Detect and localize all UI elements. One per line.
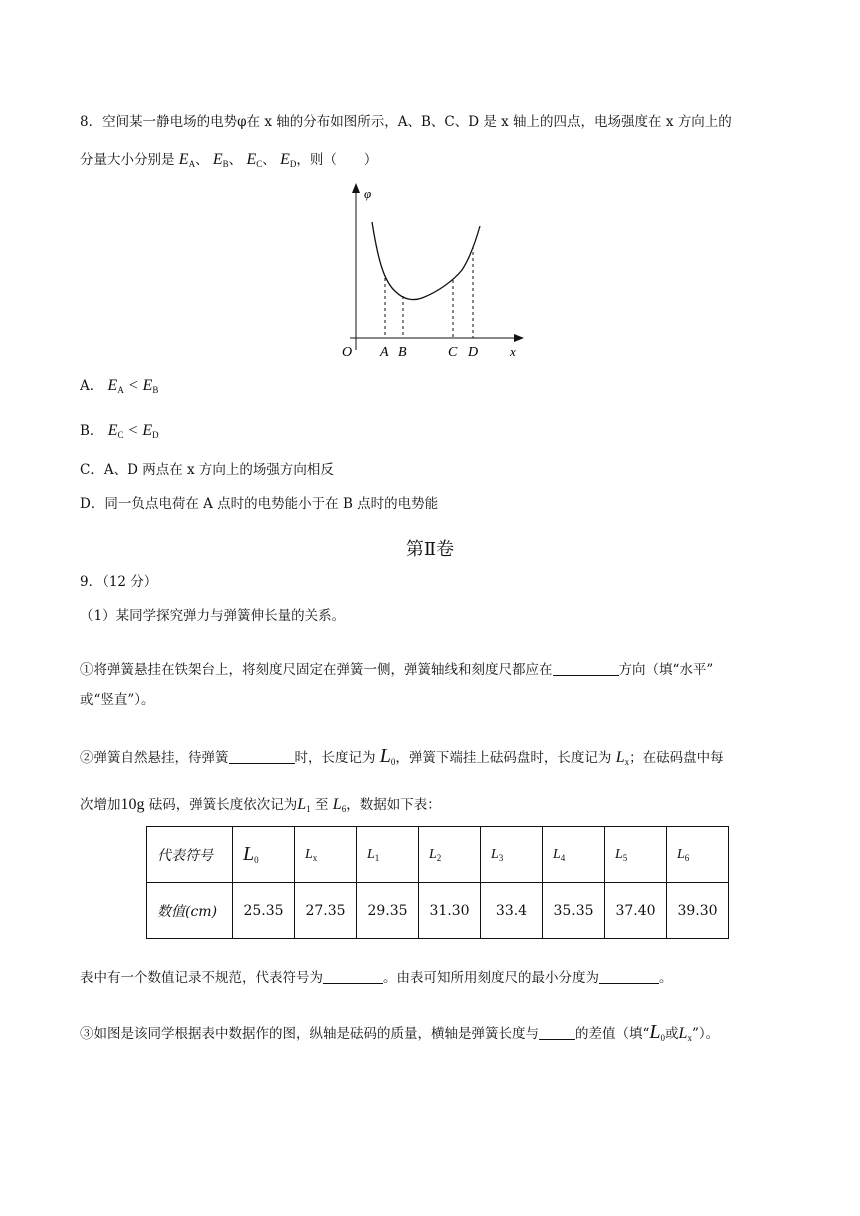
q8-stem-line1	[80, 112, 732, 132]
s5-text-b: 的差值（填“	[575, 1026, 650, 1042]
answer-blank[interactable]	[553, 661, 619, 676]
table-cell: 27.35	[295, 883, 357, 939]
symbol-l0: $L_0$	[649, 1021, 666, 1043]
table-cell: $L_2$	[419, 827, 481, 883]
point-c-label: C	[448, 345, 458, 360]
q9-step1-line2: 或“竖直”）。	[80, 692, 155, 708]
s1-text-b: 方向（填“水平”	[618, 662, 714, 678]
table-row-values	[147, 883, 729, 939]
s3-text-d: 至	[310, 797, 333, 813]
q9-step3	[80, 1022, 719, 1048]
table-cell: $L_0$	[233, 827, 295, 883]
s4-text-a: 表中有一个数值记录不规范，代表符号为	[80, 970, 323, 986]
table-cell: $L_4$	[543, 827, 605, 883]
symbol-l1: $L_1$	[297, 796, 311, 814]
option-a-math: $E_A < E_B$	[107, 377, 159, 395]
sep: 、	[262, 152, 276, 168]
table-cell: 25.35	[233, 883, 295, 939]
table-cell: 29.35	[357, 883, 419, 939]
field-ec: $E_C$	[246, 151, 263, 169]
table-cell: $L_6$	[667, 827, 729, 883]
answer-blank[interactable]	[229, 749, 295, 764]
x-axis-label: x	[510, 344, 516, 359]
q9-part1: （1）某同学探究弹力与弹簧伸长量的关系。	[80, 608, 346, 624]
option-b-prefix: B．	[80, 423, 104, 439]
s2-text-a: ②弹簧自然悬挂，待弹簧	[80, 750, 229, 766]
section-title: 第Ⅱ卷	[405, 539, 455, 560]
x-axis-arrow-icon	[514, 334, 524, 342]
q8-stem-text: 8．空间某一静电场的电势φ在 x 轴的分布如图所示，A、B、C、D 是 x 轴上的四点，电场强度在 x 方向上的	[80, 114, 732, 130]
point-a-label: A	[380, 345, 389, 360]
table-cell: 39.30	[667, 883, 729, 939]
symbol-lx: $L_x$	[678, 1025, 692, 1043]
table-cell: 37.40	[605, 883, 667, 939]
table-cell: $L_x$	[295, 827, 357, 883]
s3-text-c: 砝码，弹簧长度依次记为	[144, 797, 298, 813]
q9-step2-line1	[80, 746, 724, 772]
option-b	[80, 421, 159, 445]
s2-text-c: ，弹簧下端挂上砝码盘时，长度记为	[395, 750, 612, 766]
sep: 、	[228, 152, 243, 168]
potential-graph	[330, 180, 530, 362]
q8-stem-prefix: 分量大小分别是	[80, 152, 175, 168]
s5-text-c: 或	[665, 1026, 679, 1042]
table-row-symbols	[147, 827, 729, 883]
table-cell: 35.35	[543, 883, 605, 939]
field-ed: $E_D$	[280, 151, 297, 169]
q8-stem-line2	[80, 150, 377, 174]
answer-blank[interactable]	[599, 969, 659, 984]
table-cell: $L_3$	[481, 827, 543, 883]
symbol-l0: $L_0$	[379, 745, 396, 767]
table-cell: 31.30	[419, 883, 481, 939]
data-table	[146, 826, 729, 939]
option-d: D．同一负点电荷在 A 点时的电势能小于在 B 点时的电势能	[80, 496, 439, 512]
q9-head: 9．（12 分）	[80, 574, 158, 590]
s3-text-e: ，数据如下表：	[346, 797, 441, 813]
s2-text-b: 时，长度记为	[294, 750, 376, 766]
s4-text-c: 。	[659, 970, 673, 986]
s4-text-b: 。由表可知所用刻度尺的最小分度为	[383, 970, 599, 986]
option-a	[80, 376, 158, 400]
table-cell: 33.4	[481, 883, 543, 939]
q9-step2-line3	[80, 968, 673, 988]
s5-text-a: ③如图是该同学根据表中数据作的图，纵轴是砝码的质量，横轴是弹簧长度与	[80, 1026, 539, 1042]
y-axis-label: φ	[364, 186, 372, 201]
table-header-symbol: 代表符号	[147, 827, 233, 883]
potential-curve	[372, 222, 480, 300]
table-cell: $L_5$	[605, 827, 667, 883]
table-header-value: 数值(cm)	[147, 883, 233, 939]
table-cell: $L_1$	[357, 827, 419, 883]
field-eb: $E_B$	[212, 151, 229, 169]
q8-stem-suffix: ，则（ ）	[296, 152, 378, 168]
q9-step1-line1	[80, 660, 713, 680]
s5-text-d: ”）。	[691, 1026, 720, 1042]
y-axis-arrow-icon	[352, 183, 360, 193]
mass-10g: 10g	[120, 796, 145, 813]
answer-blank[interactable]	[539, 1025, 575, 1040]
option-a-prefix: A．	[80, 378, 104, 394]
s1-text-a: ①将弹簧悬挂在铁架台上，将刻度尺固定在弹簧一侧，弹簧轴线和刻度尺都应在	[80, 662, 553, 678]
symbol-l6: $L_6$	[332, 796, 347, 814]
point-b-label: B	[398, 345, 407, 360]
sep: 、	[195, 152, 209, 168]
point-d-label: D	[468, 345, 479, 360]
origin-label: O	[342, 345, 353, 360]
q9-step2-line2	[80, 795, 441, 819]
symbol-lx: $L_x$	[615, 749, 630, 767]
s3-text-a: 次增加	[80, 797, 121, 813]
answer-blank[interactable]	[323, 969, 383, 984]
option-c: C．A、D 两点在 x 方向上的场强方向相反	[80, 462, 334, 478]
field-ea: $E_A$	[178, 151, 196, 169]
option-b-math: $E_C < E_D$	[107, 422, 159, 440]
s2-text-d: ；在砝码盘中每	[629, 750, 724, 766]
